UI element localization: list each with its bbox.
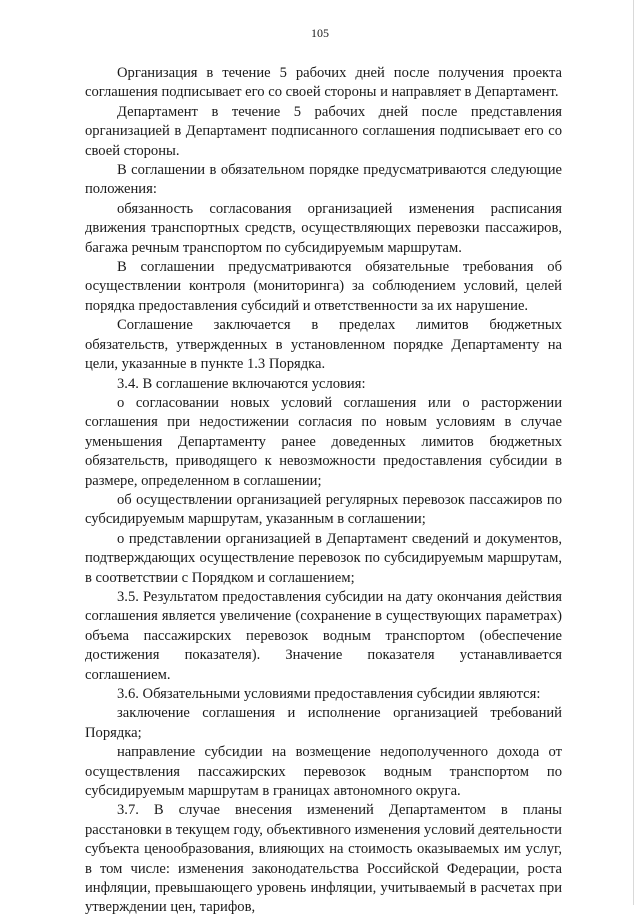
- document-body: [85, 64, 562, 918]
- paragraph: 3.6. Обязательными условиями предоставления субсидии являются:: [117, 686, 541, 702]
- paragraph: обязанность согласования организацией изменения расписания движения транспортных средств, осуществляющих перевозки пассажиров, багажа речным транспортом по субсидируемым маршрутам.: [85, 200, 562, 256]
- paragraph: В соглашении в обязательном порядке предусматриваются следующие положения:: [85, 162, 562, 198]
- paragraph: Департамент в течение 5 рабочих дней после представления организацией в Департамент подписанного соглашения подписывает его со своей стороны.: [85, 103, 562, 159]
- paragraph: Соглашение заключается в пределах лимитов бюджетных обязательств, утвержденных в установленном порядке Департаменту на цели, указанные в пункте 1.3 Порядка.: [85, 317, 562, 373]
- page-number: 105: [311, 26, 329, 40]
- scan-edge: [633, 0, 634, 905]
- paragraph: заключение соглашения и исполнение организацией требований Порядка;: [85, 705, 562, 741]
- paragraph: 3.4. В соглашение включаются условия:: [117, 375, 366, 392]
- paragraph: 3.5. Результатом предоставления субсидии на дату окончания действия соглашения является увеличение (сохранение в существующих параметрах) объема пассажирских перевозок водным транспортом (обеспечение достижения показателя). Значение показателя устанавливается соглашением.: [85, 588, 562, 683]
- paragraph: об осуществлении организацией регулярных перевозок пассажиров по субсидируемым маршрутам, указанным в соглашении;: [85, 491, 562, 528]
- paragraph: В соглашении предусматриваются обязательные требования об осуществлении контроля (мониторинга) за соблюдением условий, целей порядка предоставления субсидий и ответственности за их нарушение.: [85, 259, 562, 314]
- paragraph: Организация в течение 5 рабочих дней после получения проекта соглашения подписывает его со своей стороны и направляет в Департамент.: [85, 65, 562, 101]
- paragraph: 3.7. В случае внесения изменений Департаментом в планы расстановки в текущем году, объективного изменения условий деятельности субъекта ценообразования, влияющих на стоимость оказываемых им услуг, в том числе: изменения законодательства Российской Федерации, роста инфляции, превышающего уровень инфляции, учитываемый в расчетах при утверждении цен, тарифов,: [85, 802, 562, 916]
- paragraph: направление субсидии на возмещение недополученного дохода от осуществления пассажирских перевозок водным транспортом по субсидируемым маршрутам в границах автономного округа.: [85, 744, 562, 800]
- paragraph: о согласовании новых условий соглашения или о расторжении соглашения при недостижении согласия по новым условиям в случае уменьшения Департаменту ранее доведенных лимитов бюджетных обязательств, приводящего к невозможности предоставления субсидии в размере, определенном в соглашении;: [85, 394, 562, 489]
- paragraph: о представлении организацией в Департамент сведений и документов, подтверждающих осуществление перевозок по субсидируемым маршрутам, в соответствии с Порядком и соглашением;: [85, 530, 562, 586]
